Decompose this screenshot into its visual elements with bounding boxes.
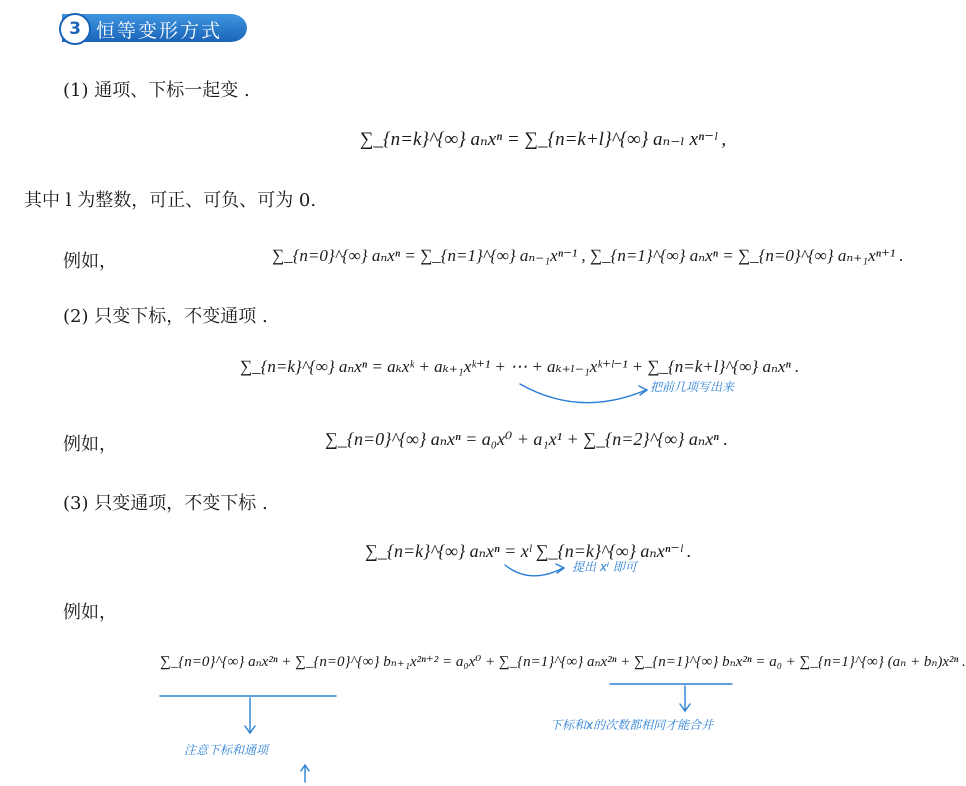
- paragraph-4: (2) 只变下标，不变通项 .: [63, 306, 268, 327]
- annotation-same-index-and-power: 下标和x的次数都相同才能合并: [550, 718, 714, 732]
- annotation-write-first-terms: 把前几项写出来: [650, 380, 735, 394]
- paragraph-7: 例如，: [63, 602, 117, 623]
- paragraph-5: 例如，: [63, 434, 117, 455]
- formula-6: ∑_{n=0}^{∞} aₙx²ⁿ + ∑_{n=0}^{∞} bₙ₊₁x²ⁿ⁺² = a₀x⁰ + ∑_{n=1}^{∞} aₙx²ⁿ + ∑_{n=1}^{∞} bₙx²ⁿ = a₀ + ∑_{n=1}^{∞} (aₙ + bₙ)x²ⁿ .: [160, 654, 966, 670]
- paragraph-1: (1) 通项、下标一起变 .: [63, 80, 250, 101]
- curve-arrow-icon: [520, 384, 646, 403]
- formula-3: ∑_{n=k}^{∞} aₙxⁿ = aₖxᵏ + aₖ₊₁xᵏ⁺¹ + ⋯ + aₖ₊ₗ₋₁xᵏ⁺ˡ⁻¹ + ∑_{n=k+l}^{∞} aₙxⁿ .: [240, 357, 800, 376]
- section-number: 3: [59, 13, 91, 45]
- paragraph-3: 例如，: [63, 251, 117, 272]
- arrowhead-icon: [556, 564, 564, 573]
- formula-2: ∑_{n=0}^{∞} aₙxⁿ = ∑_{n=1}^{∞} aₙ₋₁xⁿ⁻¹ , ∑_{n=1}^{∞} aₙxⁿ = ∑_{n=0}^{∞} aₙ₊₁xⁿ⁺¹ .: [272, 246, 904, 265]
- formula-4: ∑_{n=0}^{∞} aₙxⁿ = a₀x⁰ + a₁x¹ + ∑_{n=2}^{∞} aₙxⁿ .: [325, 429, 728, 449]
- formula-1: ∑_{n=k}^{∞} aₙxⁿ = ∑_{n=k+l}^{∞} aₙ₋ₗ xⁿ⁻ˡ ,: [360, 129, 727, 150]
- paragraph-2: 其中 l 为整数，可正、可负、可为 0.: [24, 190, 317, 211]
- paragraph-6: (3) 只变通项，不变下标 .: [63, 493, 268, 514]
- annotation-factor-out-x: 提出 xˡ 即可: [572, 560, 637, 574]
- formula-5: ∑_{n=k}^{∞} aₙxⁿ = xˡ ∑_{n=k}^{∞} aₙxⁿ⁻ˡ .: [365, 541, 692, 561]
- curve-arrow-icon: [505, 565, 563, 576]
- annotation-note-index-and-term: 注意下标和通项: [184, 743, 269, 757]
- section-title: 恒等变形方式: [96, 20, 223, 42]
